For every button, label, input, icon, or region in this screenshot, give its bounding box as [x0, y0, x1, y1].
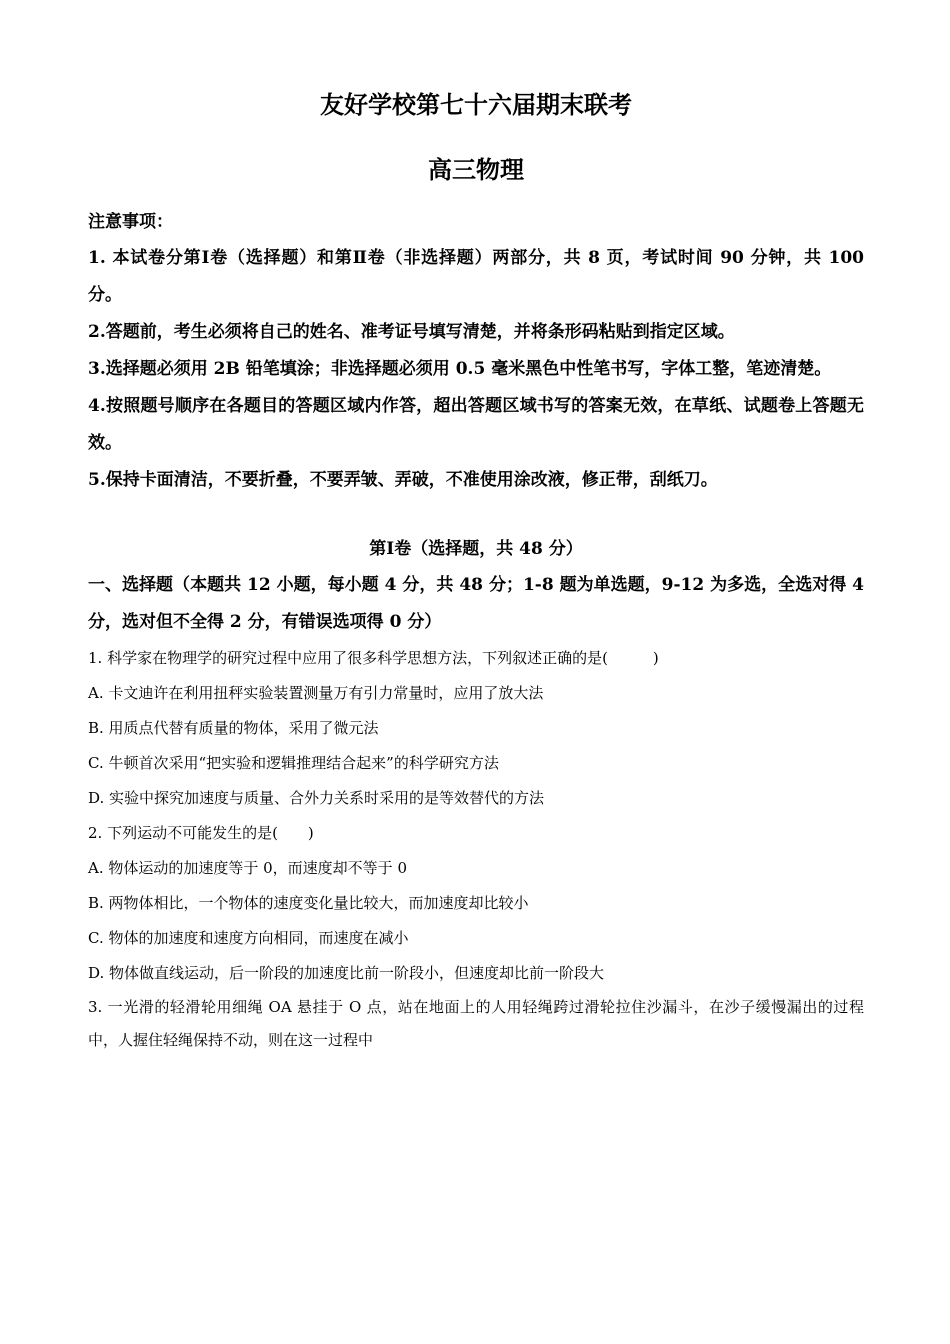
question-option: C. 物体的加速度和速度方向相同，而速度在减小	[88, 929, 409, 947]
instructions-heading: 注意事项：	[88, 212, 173, 232]
question-list	[88, 641, 864, 1057]
question-stem: 3. 一光滑的轻滑轮用细绳 OA 悬挂于 O 点，站在地面上的人用轻绳跨过滑轮拉住沙漏斗，在沙子缓慢漏出的过程中，人握住轻绳保持不动，则在这一过程中	[88, 998, 864, 1049]
instruction-item: 5.保持卡面清洁，不要折叠，不要弄皱、弄破，不准使用涂改液，修正带，刮纸刀。	[88, 470, 718, 490]
section-title: 第Ⅰ卷（选择题，共 48 分）	[369, 539, 583, 559]
question-stem: 2. 下列运动不可能发生的是( )	[88, 824, 314, 842]
instructions-block	[88, 204, 864, 499]
question-option: A. 卡文迪许在利用扭秤实验装置测量万有引力常量时，应用了放大法	[88, 684, 544, 702]
question-3	[88, 991, 864, 1057]
question-option: D. 实验中探究加速度与质量、合外力关系时采用的是等效替代的方法	[88, 789, 545, 807]
question-stem: 1. 科学家在物理学的研究过程中应用了很多科学思想方法，下列叙述正确的是( )	[88, 649, 659, 667]
question-option: D. 物体做直线运动，后一阶段的加速度比前一阶段小，但速度却比前一阶段大	[88, 964, 605, 982]
instruction-item: 1. 本试卷分第Ⅰ卷（选择题）和第Ⅱ卷（非选择题）两部分，共 8 页，考试时间 90 分钟，共 100 分。	[88, 248, 864, 305]
instruction-item: 2.答题前，考生必须将自己的姓名、准考证号填写清楚，并将条形码粘贴到指定区域。	[88, 322, 735, 342]
instruction-item: 4.按照题号顺序在各题目的答题区域内作答，超出答题区域书写的答案无效，在草纸、试题卷上答题无效。	[88, 396, 864, 453]
question-option: B. 两物体相比，一个物体的速度变化量比较大，而加速度却比较小	[88, 894, 529, 912]
question-option: A. 物体运动的加速度等于 0，而速度却不等于 0	[88, 859, 407, 877]
instruction-item: 3.选择题必须用 2B 铅笔填涂；非选择题必须用 0.5 毫米黑色中性笔书写，字体工整，笔迹清楚。	[88, 359, 832, 379]
question-option: C. 牛顿首次采用“把实验和逻辑推理结合起来”的科学研究方法	[88, 754, 499, 772]
exam-title: 友好学校第七十六届期末联考	[320, 90, 632, 119]
question-option: B. 用质点代替有质量的物体，采用了微元法	[88, 719, 379, 737]
question-1	[88, 641, 864, 816]
section-intro: 一、选择题（本题共 12 小题，每小题 4 分，共 48 分；1-8 题为单选题，9-12 为多选，全选对得 4 分，选对但不全得 2 分，有错误选项得 0 分）	[88, 575, 864, 632]
question-2	[88, 816, 864, 991]
subject-title: 高三物理	[428, 155, 524, 184]
